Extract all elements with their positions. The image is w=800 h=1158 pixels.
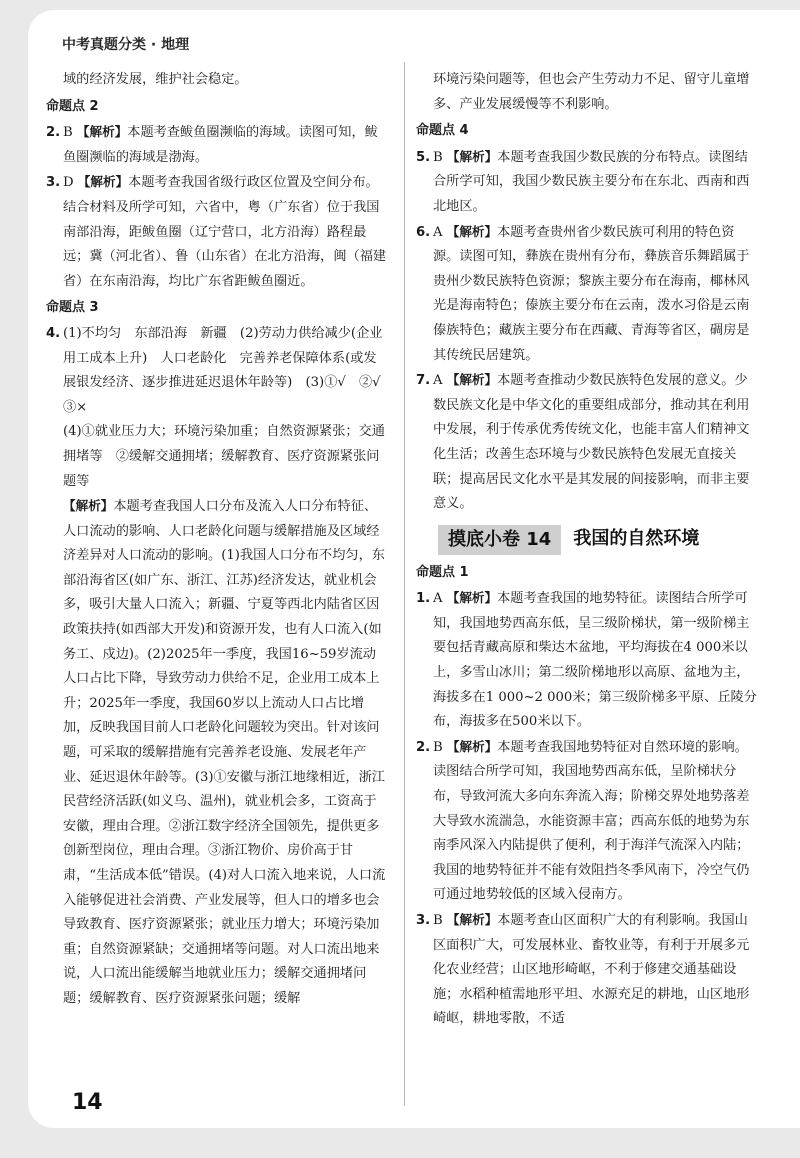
column-divider [404, 62, 405, 1106]
analysis-block [46, 494, 388, 1011]
right-column [416, 68, 758, 1032]
answer-item-s1 [416, 586, 758, 735]
page-sheet [28, 10, 800, 1128]
answer-line: (1)不均匀 东部沿海 新疆 (2)劳动力供给减少(企业用工成本上升) 人口老龄化 完善养老保障体系(或发展银发经济、逐步推进延迟退休年龄等) (3)①√ ②√ ③× [63, 325, 394, 415]
section-heading [416, 523, 758, 557]
analysis-text: 本题考查推动少数民族特色发展的意义。少数民族文化是中华文化的重要组成部分，推动其在利用中发展，利于传承优秀传统文化，也能丰富人们精神文化生活；改善生态环境与少数民族特色发展无直接关联；提高居民文化水平是其发展的间接影响，而非主要意义。 [433, 373, 750, 512]
running-header: 中考真题分类 · 地理 [62, 37, 190, 53]
section-title: 我国的自然环境 [573, 528, 700, 550]
question-number: 3. [46, 175, 61, 191]
analysis-text: 本题考查我国省级行政区位置及空间分布。结合材料及所学可知，六省中，粤（广东省）位于我国南部沿海，距鲅鱼圈（辽宁营口，北方沿海）路程最远；冀（河北省）、鲁（山东省）在北方沿海，闽（福建省）在东南沿海，均比广东省距鲅鱼圈近。 [63, 175, 387, 289]
topic-heading: 命题点 3 [46, 300, 99, 316]
section-badge: 摸底小卷 14 [438, 525, 561, 555]
analysis-text: 本题考查我国人口分布及流入人口分布特征、人口流动的影响、人口老龄化问题与缓解措施及区域经济差异对人口流动的影响。(1)我国人口分布不均匀，东部沿海省区(如广东、浙江、江苏)经济发达，就业机会多，吸引大量人口流入；新疆、宁夏等西北内陆省区因政策扶持(如西部大开发)和资源开发，也有人口流入(如务工、戍边)。(2)2025年一季度，我国16~59岁流动人口占比下降，导致劳动力供给不足，企业用工成本上升；2025年一季度，我国60岁以上流动人口占比增加，反映我国目前人口老龄化问题较为突出。针对该问题，可采取的缓解措施有完善养老设施、发展老年产业、延迟退休年龄等。(3)①安徽与浙江地缘相近，浙江民营经济活跃(如义乌、温州)，就业机会多，工资高于安徽，理由合理。②浙江数字经济全国领先，提供更多创新型岗位，理由合理。③浙江物价、房价高于甘肃，“生活成本低”错误。(4)对人口流入地来说，人口流入能够促进社会消费、产业发展等，但人口的增多也会导致教育、医疗资源紧张；就业压力增大；环境污染加重；自然资源紧缺；交通拥堵等问题。对人口流出地来说，人口流出能缓解当地就业压力；缓解交通拥堵问题；缓解教育、医疗资源紧张问题；缓解 [63, 499, 386, 1006]
analysis-tag: 【解析】 [446, 223, 498, 239]
analysis-tag: 【解析】 [446, 912, 498, 927]
answer-letter: B [63, 125, 73, 141]
answer-letter: D [63, 175, 74, 191]
analysis-text: 本题考查贵州省少数民族可利用的特色资源。读图可知，彝族在贵州有分布，彝族音乐舞蹈属于贵州少数民族特色资源；黎族主要分布在海南，椰林风光是海南特色；傣族主要分布在云南，泼水习俗是云南傣族特色；藏族主要分布在西藏、青海等省区，碉房是其传统民居建筑。 [433, 224, 750, 363]
analysis-tag: 【解析】 [446, 372, 498, 388]
page-number: 14 [72, 1090, 103, 1115]
answer-item-2 [46, 120, 388, 170]
answer-letter: B [433, 913, 443, 928]
question-number: 4. [46, 325, 61, 341]
question-number: 3. [416, 913, 431, 928]
question-number: 6. [416, 224, 431, 240]
answer-item-7 [416, 368, 758, 517]
question-number: 2. [46, 125, 61, 141]
answer-item-s3 [416, 908, 758, 1032]
answer-item-6 [416, 220, 758, 369]
answer-letter: A [433, 373, 443, 389]
continued-text: 环境污染问题等，但也会产生劳动力不足、留守儿童增多、产业发展缓慢等不利影响。 [433, 72, 750, 112]
analysis-tag: 【解析】 [446, 590, 498, 606]
question-number: 1. [416, 591, 431, 607]
topic-heading: 命题点 2 [46, 98, 99, 114]
answer-item-3 [46, 170, 388, 294]
left-column [46, 68, 394, 1012]
answer-letter: A [433, 224, 443, 240]
analysis-text: 本题考查我国地势特征对自然环境的影响。读图结合所学可知，我国地势西高东低，呈阶梯状分布，导致河流大多向东奔流入海；阶梯交界处地势落差大导致水流湍急，水能资源丰富；西高东低的地势为东南季风深入内陆提供了便利，利于海洋气流深入内陆；我国的地势特征并不能有效阻挡冬季风南下，冷空气仍可通过地势较低的区域入侵南方。 [433, 739, 750, 903]
question-number: 5. [416, 149, 431, 165]
answer-letter: A [433, 591, 443, 607]
analysis-text: 本题考查鲅鱼圈濒临的海域。读图可知，鲅鱼圈濒临的海域是渤海。 [63, 125, 378, 165]
topic-heading: 命题点 4 [416, 123, 469, 139]
analysis-text: 本题考查我国的地势特征。读图结合所学可知，我国地势西高东低，呈三级阶梯状，第一级阶梯主要包括青藏高原和柴达木盆地，平均海拔在4 000米以上，多雪山冰川；第二级阶梯地形以高原、盆地为主，海拔多在1 000~2 000米；第三级阶梯多平原、丘陵分布，海拔多在500米以下。 [433, 591, 757, 730]
analysis-tag: 【解析】 [446, 148, 498, 164]
answer-letter: B [433, 739, 443, 755]
question-number: 7. [416, 373, 431, 389]
answer-line: (4)①就业压力大；环境污染加重；自然资源紧张；交通拥堵等 ②缓解交通拥堵；缓解教育、医疗资源紧张问题等 [63, 424, 385, 489]
answer-item-s2 [416, 735, 758, 908]
question-number: 2. [416, 739, 431, 755]
analysis-tag: 【解析】 [76, 124, 128, 140]
answer-line-block [46, 420, 388, 494]
topic-heading: 命题点 1 [416, 564, 469, 580]
continued-text: 域的经济发展，维护社会稳定。 [63, 72, 248, 87]
answer-letter: B [433, 149, 443, 165]
analysis-text: 本题考查我国少数民族的分布特点。读图结合所学可知，我国少数民族主要分布在东北、西南和西北地区。 [433, 149, 750, 214]
analysis-tag: 【解析】 [446, 738, 498, 754]
analysis-tag: 【解析】 [77, 174, 129, 190]
answer-item-5 [416, 145, 758, 220]
answer-item-4 [46, 322, 394, 420]
analysis-tag: 【解析】 [63, 498, 114, 514]
analysis-text: 本题考查山区面积广大的有利影响。我国山区面积广大，可发展林业、畜牧业等，有利于开展多元化农业经营；山区地形崎岖，不利于修建交通基础设施；水稻种植需地形平坦、水源充足的耕地，山区地形崎岖，耕地零散，不适 [433, 913, 750, 1027]
